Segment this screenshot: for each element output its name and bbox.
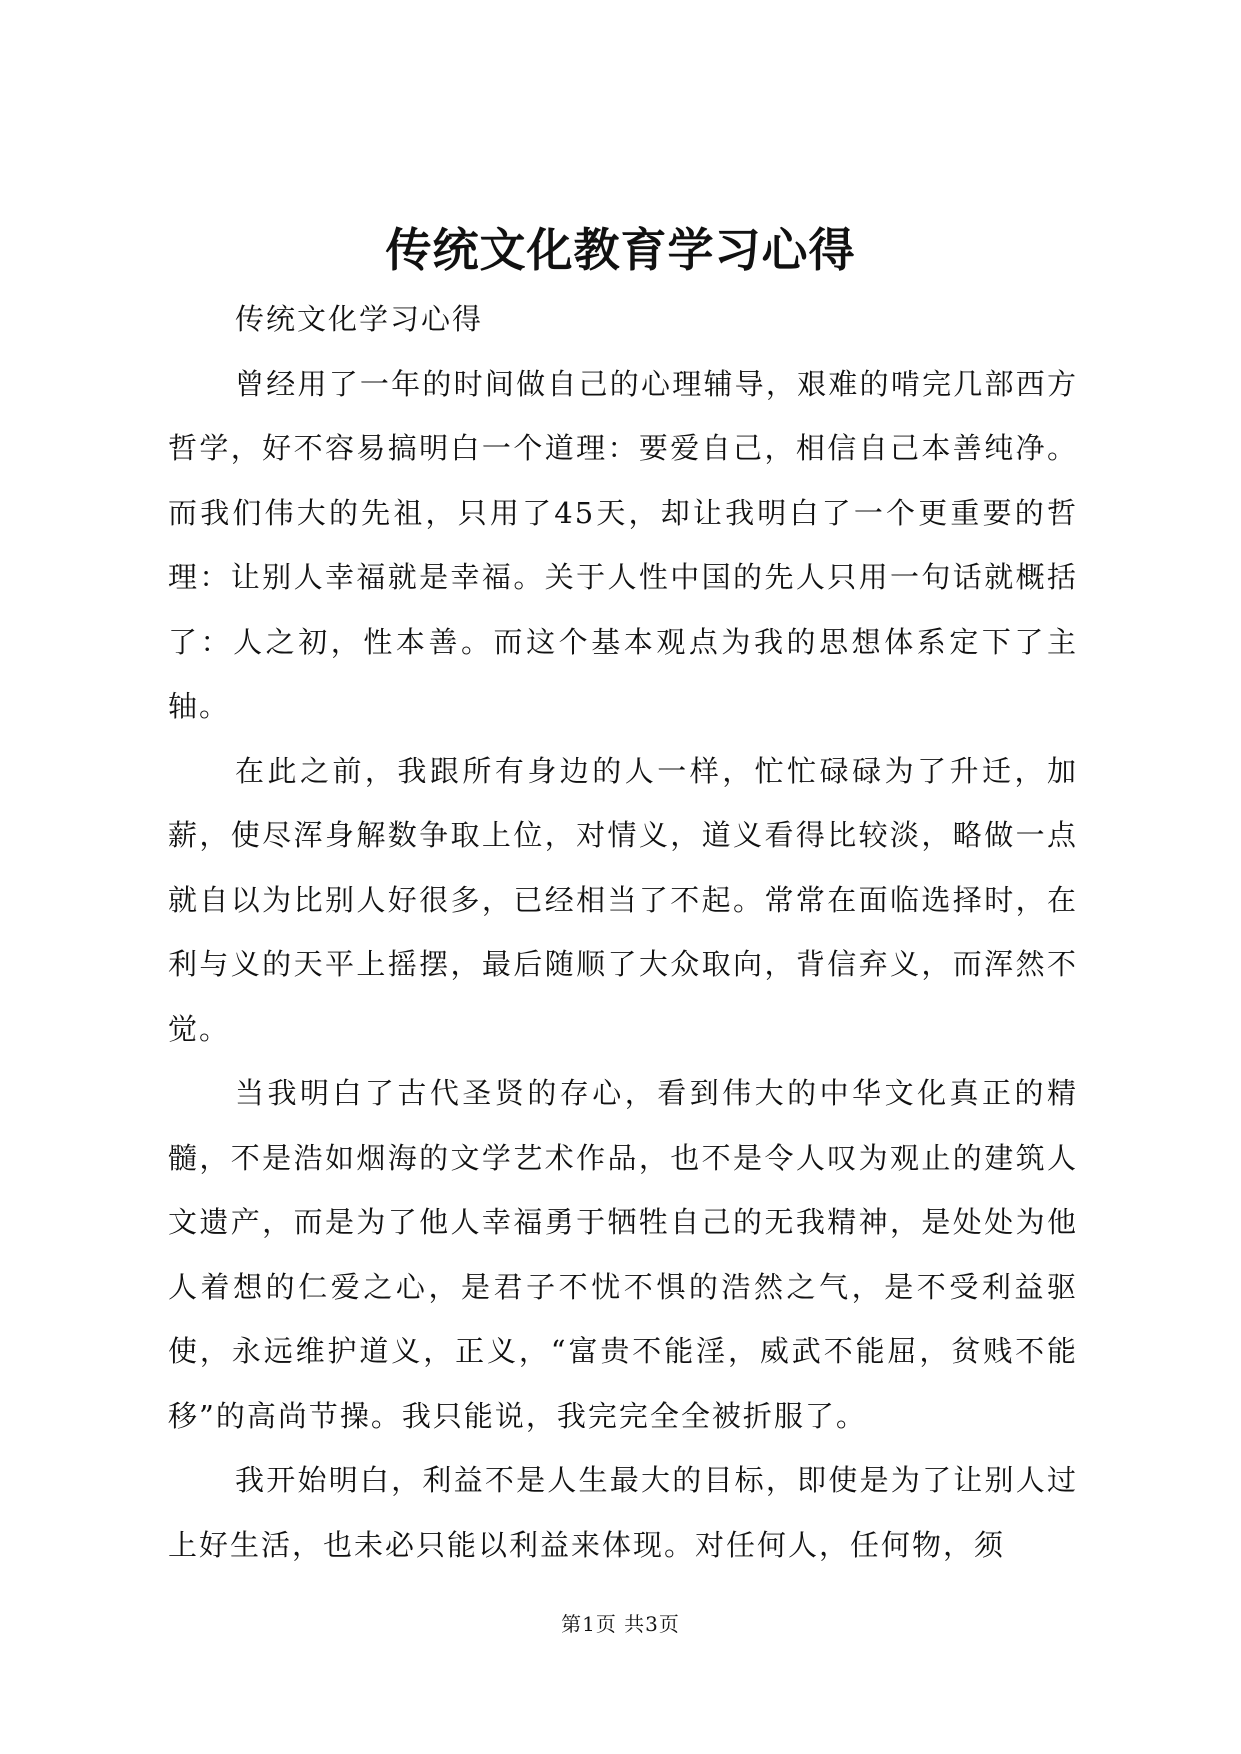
paragraph: 当我明白了古代圣贤的存心，看到伟大的中华文化真正的精髓，不是浩如烟海的文学艺术作品，也不是令人叹为观止的建筑人文遗产，而是为了他人幸福勇于牺牲自己的无我精神，是处处为他人着想的仁爱之心，是君子不忧不惧的浩然之气，是不受利益驱使，永远维护道义，正义，“富贵不能淫，威武不能屈，贫贱不能移”的高尚节操。我只能说，我完完全全被折服了。 [168, 1076, 1078, 1433]
paragraph: 在此之前，我跟所有身边的人一样，忙忙碌碌为了升迁，加薪，使尽浑身解数争取上位，对情义，道义看得比较淡，略做一点就自以为比别人好很多，已经相当了不起。常常在面临选择时，在利与义的天平上摇摆，最后随顺了大众取向，背信弃义，而浑然不觉。 [168, 753, 1078, 1046]
paragraph-subtitle: 传统文化学习心得 [235, 302, 484, 336]
document-title: 传统文化教育学习心得 [385, 223, 856, 277]
paragraph: 曾经用了一年的时间做自己的心理辅导，艰难的啃完几部西方哲学，好不容易搞明白一个道理：要爱自己，相信自己本善纯净。而我们伟大的先祖，只用了45天，却让我明白了一个更重要的哲理：让别人幸福就是幸福。关于人性中国的先人只用一句话就概括了：人之初，性本善。而这个基本观点为我的思想体系定下了主轴。 [168, 366, 1078, 723]
document-body [168, 287, 1078, 1577]
page-number-footer: 第1页 共3页 [561, 1612, 680, 1636]
paragraph: 我开始明白，利益不是人生最大的目标，即使是为了让别人过上好生活，也未必只能以利益来体现。对任何人，任何物，须 [168, 1463, 1078, 1562]
